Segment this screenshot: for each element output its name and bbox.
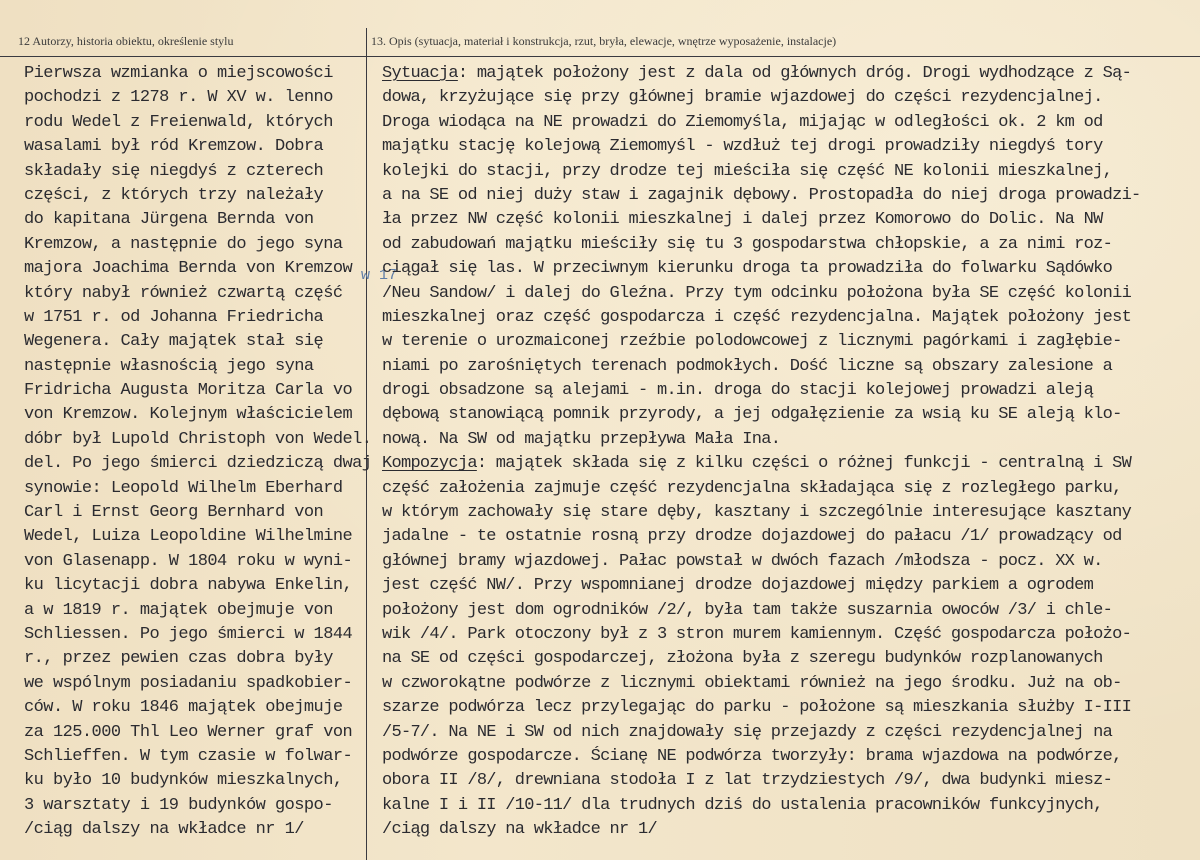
text-line: /5-7/. Na NE i SW od nich znajdowały się przejazdy z części rezydencjalnej na bbox=[382, 722, 1113, 742]
text-line: Schliessen. Po jego śmierci w 1844 bbox=[24, 624, 353, 644]
kompozycja-first-text: : majątek składa się z kilku części o różnej funkcji - centralną i SW bbox=[476, 454, 1132, 474]
text-line: majora Joachima Bernda von Kremzow bbox=[24, 259, 353, 279]
text-line: głównej bramy wjazdowej. Pałac powstał w dwóch fazach /młodsza - pocz. XX w. bbox=[382, 551, 1103, 571]
text-line: dóbr był Lupold Christoph von Wedel. bbox=[24, 429, 372, 449]
text-line: dowa, krzyżujące się przy głównej bramie wjazdowej do części rezydencjalnej. bbox=[382, 88, 1103, 108]
text-line: niami po zarośniętych terenach podmokłych. Dość liczne są obszary zalesione a bbox=[382, 356, 1113, 376]
text-line: r., przez pewien czas dobra były bbox=[24, 649, 333, 669]
text-line: dębową stanowiącą pomnik przyrody, a jej odgałęzienie za wsią ku SE aleją klo- bbox=[382, 405, 1122, 425]
text-line: synowie: Leopold Wilhelm Eberhard bbox=[24, 478, 343, 498]
text-line: szarze podwórza lecz przylegając do parku - położone są mieszkania służby I-III bbox=[382, 698, 1132, 718]
text-line: drogi obsadzone są alejami - m.in. droga do stacji kolejowej prowadzi aleją bbox=[382, 381, 1094, 401]
text-line: następnie własnością jego syna bbox=[24, 356, 314, 376]
sytuacja-text bbox=[382, 86, 1198, 452]
text-line: obora II /8/, drewniana stodoła I z lat trzydziestych /9/, dwa budynki miesz- bbox=[382, 771, 1113, 791]
text-line: podwórze gospodarcze. Ścianę NE podwórza tworzyły: brama wjazdowa na podwórze, bbox=[382, 746, 1122, 766]
text-line: mieszkalnej oraz część gospodarcza i część rezydencjalna. Majątek położony jest bbox=[382, 307, 1132, 327]
text-line: pochodzi z 1278 r. W XV w. lenno bbox=[24, 88, 333, 108]
text-line: /ciąg dalszy na wkładce nr 1/ bbox=[382, 820, 657, 840]
text-line: kolejki do stacji, przy drodze tej mieściła się część NE kolonii mieszkalnej, bbox=[382, 161, 1113, 181]
text-line: wasalami był ród Kremzow. Dobra bbox=[24, 137, 324, 157]
text-line: w terenie o urozmaiconej rzeźbie polodowcowej z licznymi pagórkami i zagłębie- bbox=[382, 332, 1122, 352]
text-line: a w 1819 r. majątek obejmuje von bbox=[24, 600, 333, 620]
text-line: we wspólnym posiadaniu spadkobier- bbox=[24, 673, 353, 693]
text-line: Wegenera. Cały majątek stał się bbox=[24, 332, 324, 352]
text-line: del. Po jego śmierci dziedziczą dwaj bbox=[24, 454, 372, 474]
text-line: Pierwsza wzmianka o miejscowości bbox=[24, 64, 333, 83]
text-line: Kremzow, a następnie do jego syna bbox=[24, 234, 343, 254]
text-line: von Glasenapp. W 1804 roku w wyni- bbox=[24, 551, 353, 571]
header-right-caption: 13. Opis (sytuacja, materiał i konstrukcja, rzut, bryła, elewacje, wnętrze wyposażenie, instalacje) bbox=[371, 34, 837, 48]
text-line: Droga wiodąca na NE prowadzi do Ziemomyśla, mijając w odległości ok. 2 km od bbox=[382, 112, 1103, 132]
left-column-history bbox=[24, 62, 372, 843]
text-line: kalne I i II /10-11/ dla trudnych dziś do ustalenia pracowników funkcyjnych, bbox=[382, 795, 1103, 815]
text-line: a na SE od niej duży staw i zagajnik dębowy. Prostopadła do niej droga prowadzi- bbox=[382, 185, 1141, 205]
sytuacja-label: Sytuacja bbox=[382, 64, 458, 83]
text-line: składały się niegdyś z czterech bbox=[24, 161, 324, 181]
header-rule bbox=[0, 56, 1200, 57]
text-line: położony jest dom ogrodników /2/, była tam także suszarnia owoców /3/ i chle- bbox=[382, 600, 1113, 620]
text-line: Schlieffen. W tym czasie w folwar- bbox=[24, 746, 353, 766]
text-line: ców. W roku 1846 majątek obejmuje bbox=[24, 698, 343, 718]
text-line: ła przez NW część kolonii mieszkalnej i dalej przez Komorowo do Dolic. Na NW bbox=[382, 210, 1103, 230]
text-line: w którym zachowały się stare dęby, kasztany i szczególnie interesujące kasztany bbox=[382, 503, 1132, 523]
text-line: majątku stację kolejową Ziemomyśl - wzdłuż tej drogi prowadziły niegdyś tory bbox=[382, 137, 1103, 157]
text-line: w 1751 r. od Johanna Friedricha bbox=[24, 307, 324, 327]
kompozycja-label: Kompozycja bbox=[382, 454, 477, 474]
text-line: ku licytacji dobra nabywa Enkelin, bbox=[24, 576, 353, 596]
text-line: 3 warsztaty i 19 budynków gospo- bbox=[24, 795, 333, 815]
sytuacja-heading-line bbox=[382, 62, 1198, 86]
text-line: Wedel, Luiza Leopoldine Wilhelmine bbox=[24, 527, 353, 547]
text-line: jest część NW/. Przy wspomnianej drodze dojazdowej między parkiem a ogrodem bbox=[382, 576, 1094, 596]
text-line: wik /4/. Park otoczony był z 3 stron murem kamiennym. Część gospodarcza położo- bbox=[382, 624, 1132, 644]
header-left-caption: 12 Autorzy, historia obiektu, określenie stylu bbox=[18, 34, 234, 48]
text-line: za 125.000 Thl Leo Werner graf von bbox=[24, 722, 353, 742]
text-line: na SE od części gospodarczej, złożona była z szeregu budynków rozplanowanych bbox=[382, 649, 1103, 669]
text-line: ku było 10 budynków mieszkalnych, bbox=[24, 771, 343, 791]
text-line: nową. Na SW od majątku przepływa Mała Ina. bbox=[382, 429, 781, 449]
text-line: ciągał się las. W przeciwnym kierunku droga ta prowadziła do folwarku Sądówko bbox=[382, 259, 1113, 279]
text-line: rodu Wedel z Freienwald, których bbox=[24, 112, 333, 132]
text-line: w czworokątne podwórze z licznymi obiektami również na jego środku. Już na ob- bbox=[382, 673, 1122, 693]
text-line: Fridricha Augusta Moritza Carla vo bbox=[24, 381, 353, 401]
kompozycja-heading-line bbox=[382, 452, 1198, 476]
text-line: von Kremzow. Kolejnym właścicielem bbox=[24, 405, 353, 425]
text-line: /ciąg dalszy na wkładce nr 1/ bbox=[24, 820, 304, 840]
text-line: Carl i Ernst Georg Bernhard von bbox=[24, 503, 324, 523]
margin-pencil-note: w 17 bbox=[361, 267, 398, 284]
text-line: /Neu Sandow/ i dalej do Gleźna. Przy tym odcinku położona była SE część kolonii bbox=[382, 283, 1132, 303]
text-line: jadalne - te ostatnie rosną przy drodze dojazdowej do pałacu /1/ prowadzący od bbox=[382, 527, 1122, 547]
text-line: od zabudowań majątku mieściły się tu 3 gospodarstwa chłopskie, a za nimi roz- bbox=[382, 234, 1113, 254]
kompozycja-text bbox=[382, 477, 1198, 843]
right-column-description bbox=[382, 62, 1198, 843]
text-line: do kapitana Jürgena Bernda von bbox=[24, 210, 314, 230]
sytuacja-first-text: : majątek położony jest z dala od głównych dróg. Drogi wydhodzące z Są- bbox=[457, 64, 1132, 83]
text-line: część założenia zajmuje część rezydencjalna składająca się z rozległego parku, bbox=[382, 478, 1122, 498]
text-line: który nabył również czwartą część bbox=[24, 283, 343, 303]
text-line: części, z których trzy należały bbox=[24, 185, 324, 205]
